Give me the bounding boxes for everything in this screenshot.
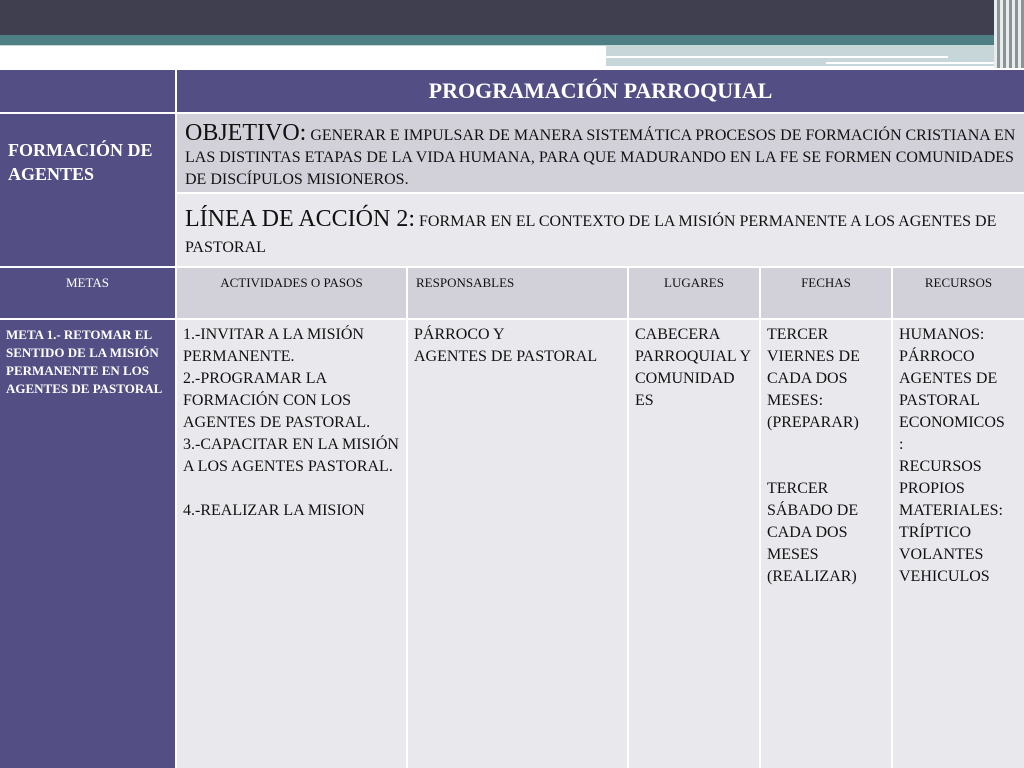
lugares-cell: CABECERA PARROQUIAL Y COMUNIDAD ES [629,320,759,768]
header-fechas: FECHAS [761,268,891,318]
corner-cell [0,70,175,112]
line-of-action-cell [177,194,1024,266]
line-of-action-text: FORMAR EN EL CONTEXTO DE LA MISIÓN PERMANENTE A LOS AGENTES DE PASTORAL [185,213,997,256]
header-responsables: RESPONSABLES [408,268,627,318]
recursos-cell: HUMANOS: PÁRROCO AGENTES DE PASTORAL ECONOMICOS : RECURSOS PROPIOS MATERIALES: TRÍPTICO VOLANTES VEHICULOS [893,320,1024,768]
meta-cell: META 1.- RETOMAR EL SENTIDO DE LA MISIÓN PERMANENTE EN LOS AGENTES DE PASTORAL [0,320,175,768]
corner-stripes [994,0,1024,68]
fechas-cell: TERCER VIERNES DE CADA DOS MESES: (PREPARAR) TERCER SÁBADO DE CADA DOS MESES (REALIZAR) [761,320,891,768]
section-label-text: FORMACIÓN DE AGENTES [8,140,153,184]
header-recursos: RECURSOS [893,268,1024,318]
actividades-cell: 1.-INVITAR A LA MISIÓN PERMANENTE. 2.-PROGRAMAR LA FORMACIÓN CON LOS AGENTES DE PASTORAL. 3.-CAPACITAR EN LA MISIÓN A LOS AGENTES PASTORAL. 4.-REALIZAR LA MISION [177,320,406,768]
top-accent-line-short [826,62,996,64]
top-teal-bar [0,35,1024,45]
top-dark-bar [0,0,1024,35]
section-label [0,114,175,266]
objective-lead: OBJETIVO: [185,120,307,146]
objective-text: GENERAR E IMPULSAR DE MANERA SISTEMÁTICA PROCESOS DE FORMACIÓN CRISTIANA EN LAS DISTINTAS ETAPAS DE LA VIDA HUMANA, PARA QUE MADURANDO EN LA FE SE FORMEN COMUNIDADES DE DISCÍPULOS MISIONEROS. [185,127,1016,188]
table-title [177,70,1024,112]
header-lugares: LUGARES [629,268,759,318]
objective-cell [177,114,1024,192]
line-of-action-lead: LÍNEA DE ACCIÓN 2: [185,206,415,232]
top-accent-line [606,56,948,58]
top-white-band [0,46,606,68]
responsables-cell: PÁRROCO Y AGENTES DE PASTORAL [408,320,627,768]
header-metas: METAS [0,268,175,318]
table-title-text: PROGRAMACIÓN PARROQUIAL [428,78,773,103]
header-actividades: ACTIVIDADES O PASOS [177,268,406,318]
